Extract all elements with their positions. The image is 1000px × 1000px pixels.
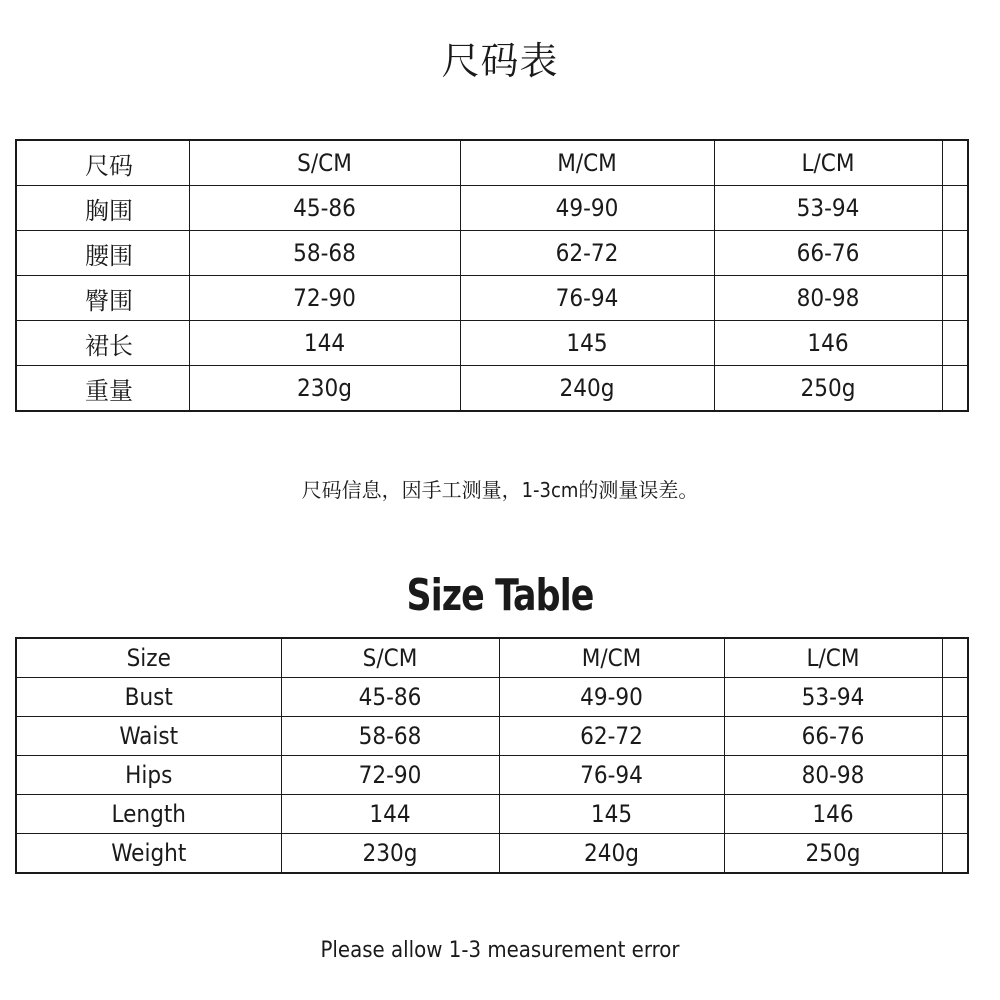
row-label: 重量 (16, 366, 189, 412)
row-label: 腰围 (16, 231, 189, 276)
page-title-chinese: 尺码表 (441, 39, 559, 83)
table-row-waist (16, 717, 968, 756)
header-cell-l: L/CM (724, 638, 942, 678)
table-cell-empty (942, 276, 968, 321)
table-header-row (16, 638, 968, 678)
table-cell: 58-68 (189, 231, 460, 276)
table-cell: 250g (714, 366, 942, 412)
measurement-note-chinese: 尺码信息，因手工测量，1-3cm的测量误差。 (301, 478, 699, 502)
row-label: Bust (16, 678, 281, 717)
table-cell: 230g (189, 366, 460, 412)
header-cell-s: S/CM (189, 140, 460, 186)
table-row-waist (16, 231, 968, 276)
table-cell-empty (942, 678, 968, 717)
table-cell: 146 (714, 321, 942, 366)
table-cell: 76-94 (460, 276, 714, 321)
header-cell-empty (942, 638, 968, 678)
table-cell: 66-76 (724, 717, 942, 756)
page-title-english: Size Table (406, 570, 594, 621)
row-label: Weight (16, 834, 281, 874)
header-cell-size: Size (16, 638, 281, 678)
table-cell: 240g (460, 366, 714, 412)
table-cell-empty (942, 834, 968, 874)
row-label: Waist (16, 717, 281, 756)
row-label: Length (16, 795, 281, 834)
table-cell-empty (942, 717, 968, 756)
table-cell: 250g (724, 834, 942, 874)
table-cell: 72-90 (281, 756, 499, 795)
row-label: Hips (16, 756, 281, 795)
table-cell: 240g (499, 834, 724, 874)
table-row-hips (16, 756, 968, 795)
table-cell: 144 (281, 795, 499, 834)
table-cell-empty (942, 186, 968, 231)
header-cell-m: M/CM (460, 140, 714, 186)
table-row-length (16, 795, 968, 834)
table-cell: 72-90 (189, 276, 460, 321)
table-row-bust (16, 186, 968, 231)
table-cell: 144 (189, 321, 460, 366)
table-cell: 76-94 (499, 756, 724, 795)
table-cell: 145 (460, 321, 714, 366)
row-label: 胸围 (16, 186, 189, 231)
table-cell: 49-90 (499, 678, 724, 717)
header-cell-size: 尺码 (16, 140, 189, 186)
header-cell-empty (942, 140, 968, 186)
table-cell: 145 (499, 795, 724, 834)
header-cell-m: M/CM (499, 638, 724, 678)
row-label: 裙长 (16, 321, 189, 366)
table-cell-empty (942, 231, 968, 276)
table-header-row (16, 140, 968, 186)
measurement-note-english: Please allow 1-3 measurement error (320, 938, 680, 963)
table-cell: 146 (724, 795, 942, 834)
table-row-length (16, 321, 968, 366)
table-cell: 49-90 (460, 186, 714, 231)
table-cell-empty (942, 795, 968, 834)
table-cell: 53-94 (714, 186, 942, 231)
size-table-chinese (15, 139, 969, 412)
table-cell: 53-94 (724, 678, 942, 717)
table-row-bust (16, 678, 968, 717)
table-cell: 62-72 (460, 231, 714, 276)
header-cell-s: S/CM (281, 638, 499, 678)
header-cell-l: L/CM (714, 140, 942, 186)
table-row-hips (16, 276, 968, 321)
table-cell: 45-86 (281, 678, 499, 717)
table-cell: 58-68 (281, 717, 499, 756)
table-row-weight (16, 366, 968, 412)
table-cell: 45-86 (189, 186, 460, 231)
table-cell: 80-98 (724, 756, 942, 795)
table-cell-empty (942, 366, 968, 412)
table-cell: 66-76 (714, 231, 942, 276)
table-row-weight (16, 834, 968, 874)
row-label: 臀围 (16, 276, 189, 321)
size-table-english (15, 637, 969, 874)
table-cell: 80-98 (714, 276, 942, 321)
table-cell: 62-72 (499, 717, 724, 756)
table-cell: 230g (281, 834, 499, 874)
table-cell-empty (942, 321, 968, 366)
table-cell-empty (942, 756, 968, 795)
